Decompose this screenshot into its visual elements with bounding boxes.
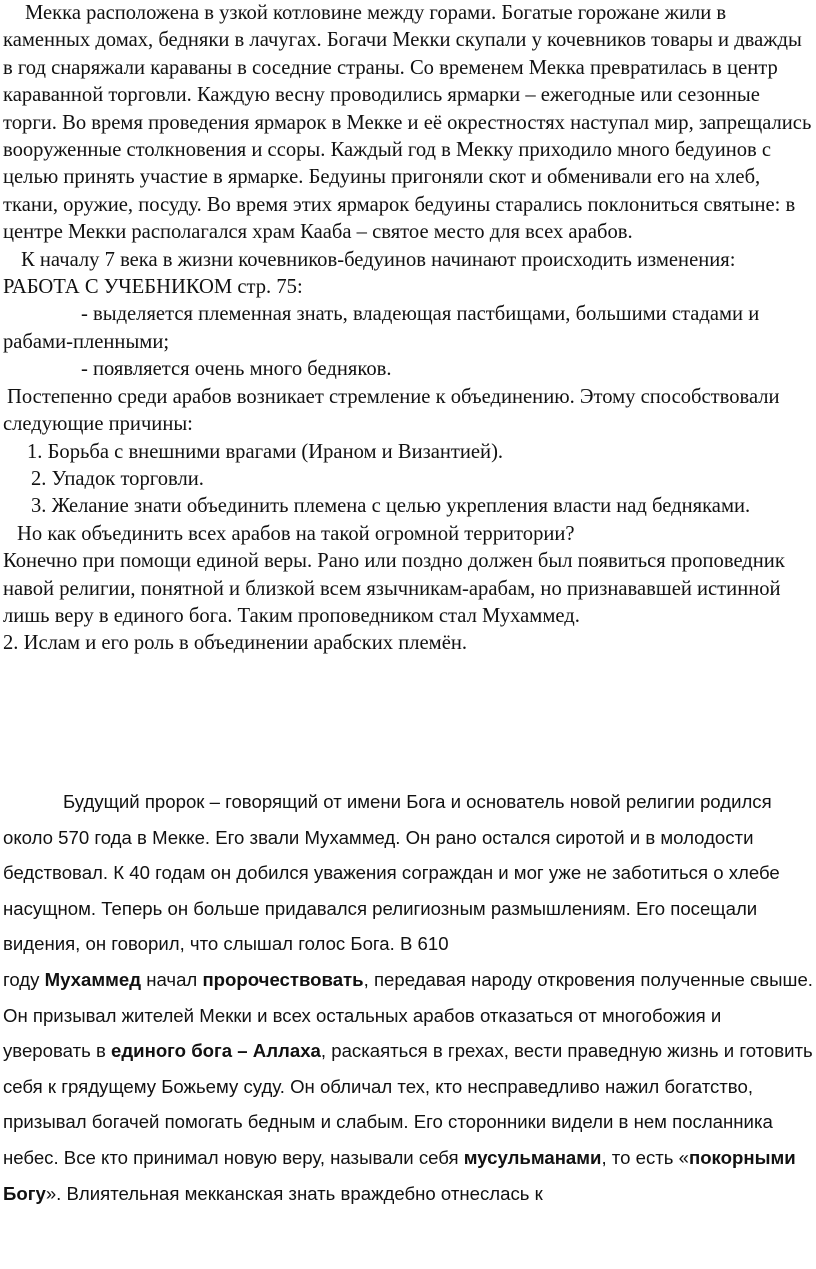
text-run: начал — [141, 968, 203, 990]
list-item-poor: - появляется очень много бедняков. — [81, 358, 392, 381]
paragraph-faith: Конечно при помощи единой веры. Рано или поздно должен был появиться проповедник навой религии, понятной и близкой всем язычникам-арабам, но признававшей истинной лишь веру в единого бога. Таким проповедником стал Мухаммед. — [3, 550, 785, 627]
reason-3: 3. Желание знати объединить племена с целью укрепления власти над бедняками. — [31, 495, 751, 518]
list-item-nobility: - выделяется племенная знать, владеющая пастбищами, большими стадами и рабами-пленными; — [3, 303, 760, 353]
text-run: году — [3, 968, 45, 990]
text-block-sans — [3, 784, 813, 1211]
reason-1: 1. Борьба с внешними врагами (Ираном и Византией). — [27, 440, 504, 463]
bold-submissive: покорными Богу — [3, 1146, 796, 1204]
bold-prophesy: пророчествовать — [202, 968, 364, 990]
paragraph-preaching — [3, 962, 813, 1211]
bold-muslims: мусульманами — [463, 1146, 602, 1168]
paragraph-unification: Постепенно среди арабов возникает стремление к объединению. Этому способствовали следующие причины: — [3, 385, 780, 436]
paragraph-changes: К началу 7 века в жизни кочевников-бедуинов начинают происходить изменения: РАБОТА С УЧЕБНИКОМ стр. 75: — [3, 248, 736, 299]
text-run: , передавая народу откровения полученные свыше. Он призывал жителей Мекки и всех остальных арабов отказаться от многобожия и уверовать в — [3, 968, 813, 1062]
bold-muhammad: Мухаммед — [44, 968, 142, 990]
text-run: , то есть « — [601, 1146, 689, 1168]
paragraph-question: Но как объединить всех арабов на такой огромной территории? — [17, 522, 575, 545]
paragraph-mecca: Мекка расположена в узкой котловине между горами. Богатые горожане жили в каменных домах, бедняки в лачугах. Богачи Мекки скупали у кочевников товары и дважды в год снаряжали караваны в соседние страны. Со временем Мекка превратилась в центр караванной торговли. Каждую весну проводились ярмарки – ежегодные или сезонные торги. Во время проведения ярмарок в Мекке и её окрестностях наступал мир, запрещались вооруженные столкновения и ссоры. Каждый год в Мекку приходило много бедуинов с целью принять участие в ярмарке. Бедуины пригоняли скот и обменивали его на хлеб, ткани, оружие, посуду. Во время этих ярмарок бедуины старались поклониться святыне: в центре Мекки располагался храм Кааба – святое место для всех арабов. — [3, 2, 812, 244]
text-run: ». Влиятельная мекканская знать враждебно отнеслась к — [45, 1182, 543, 1204]
bold-allah: единого бога – Аллаха — [111, 1040, 321, 1062]
section-heading-islam: 2. Ислам и его роль в объединении арабских племён. — [3, 632, 468, 655]
reason-2: 2. Упадок торговли. — [31, 467, 204, 490]
text-run: , раскаяться в грехах, вести праведную жизнь и готовить себя к грядущему Божьему суду. Он обличал тех, кто несправедливо нажил богатство, призывал богачей помогать бедным и слабым. Его сторонники видели в нем посланника небес. Все кто принимал новую веру, называли себя — [3, 1040, 813, 1168]
paragraph-prophet: Будущий пророк – говорящий от имени Бога и основатель новой религии родился около 570 года в Мекке. Его звали Мухаммед. Он рано остался сиротой и в молодости бедствовал. К 40 годам он добился уважения сограждан и мог уже не заботиться о хлебе насущном. Теперь он больше придавался религиозным размышлениям. Его посещали видения, он говорил, что слышал голос Бога. В 610 — [3, 791, 780, 955]
text-block-serif — [3, 0, 813, 658]
